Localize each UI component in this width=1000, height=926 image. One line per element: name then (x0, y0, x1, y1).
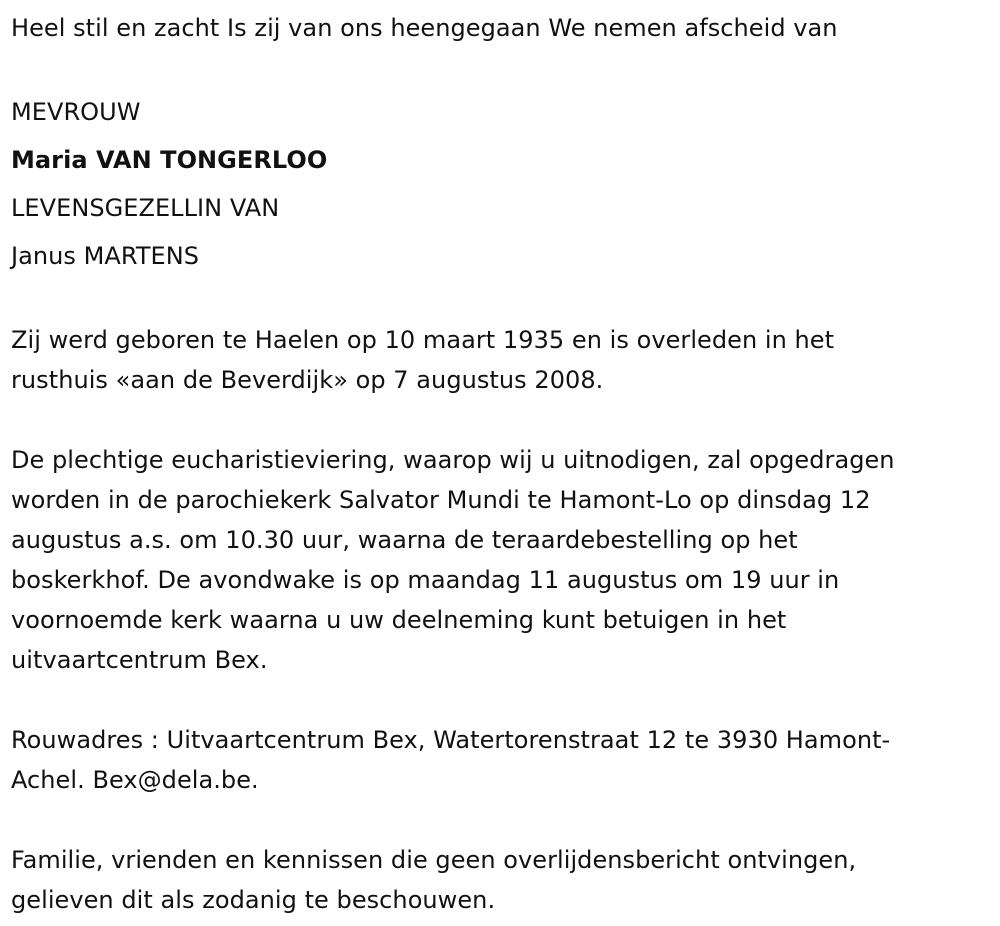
spacer (11, 800, 990, 840)
spacer (11, 280, 990, 320)
paragraph-line: gelieven dit als zodanig te beschouwen. (11, 886, 496, 914)
paragraph-line: Zij werd geboren te Haelen op 10 maart 1935 en is overleden in het (11, 326, 835, 354)
paragraph-line: rusthuis «aan de Beverdijk» op 7 augustus 2008. (11, 366, 604, 394)
paragraph-line: boskerkhof. De avondwake is op maandag 11 augustus om 19 uur in (11, 566, 840, 594)
spacer (11, 400, 990, 440)
intro-text: Heel stil en zacht Is zij van ons heengegaan We nemen afscheid van (11, 14, 838, 42)
spacer (11, 680, 990, 720)
birth-death-paragraph (11, 320, 990, 400)
ceremony-paragraph (11, 440, 990, 680)
paragraph-line: De plechtige eucharistieviering, waarop wij u uitnodigen, zal opgedragen (11, 446, 895, 474)
paragraph-line: voornoemde kerk waarna u uw deelneming kunt betuigen in het (11, 606, 787, 634)
name-block (11, 88, 990, 280)
paragraph-line: uitvaartcentrum Bex. (11, 646, 268, 674)
spacer (11, 48, 990, 88)
closing-paragraph (11, 840, 990, 920)
address-paragraph (11, 720, 990, 800)
paragraph-line: Familie, vrienden en kennissen die geen overlijdensbericht ontvingen, (11, 846, 857, 874)
partner-name: Janus MARTENS (11, 242, 200, 270)
paragraph-line: Achel. Bex@dela.be. (11, 766, 259, 794)
deceased-name: Maria VAN TONGERLOO (11, 146, 328, 174)
relation-label: LEVENSGEZELLIN VAN (11, 194, 280, 222)
paragraph-line: Rouwadres : Uitvaartcentrum Bex, Watertorenstraat 12 te 3930 Hamont- (11, 726, 891, 754)
paragraph-line: augustus a.s. om 10.30 uur, waarna de teraardebestelling op het (11, 526, 798, 554)
paragraph-line: worden in de parochiekerk Salvator Mundi te Hamont-Lo op dinsdag 12 (11, 486, 871, 514)
title-prefix: MEVROUW (11, 98, 141, 126)
